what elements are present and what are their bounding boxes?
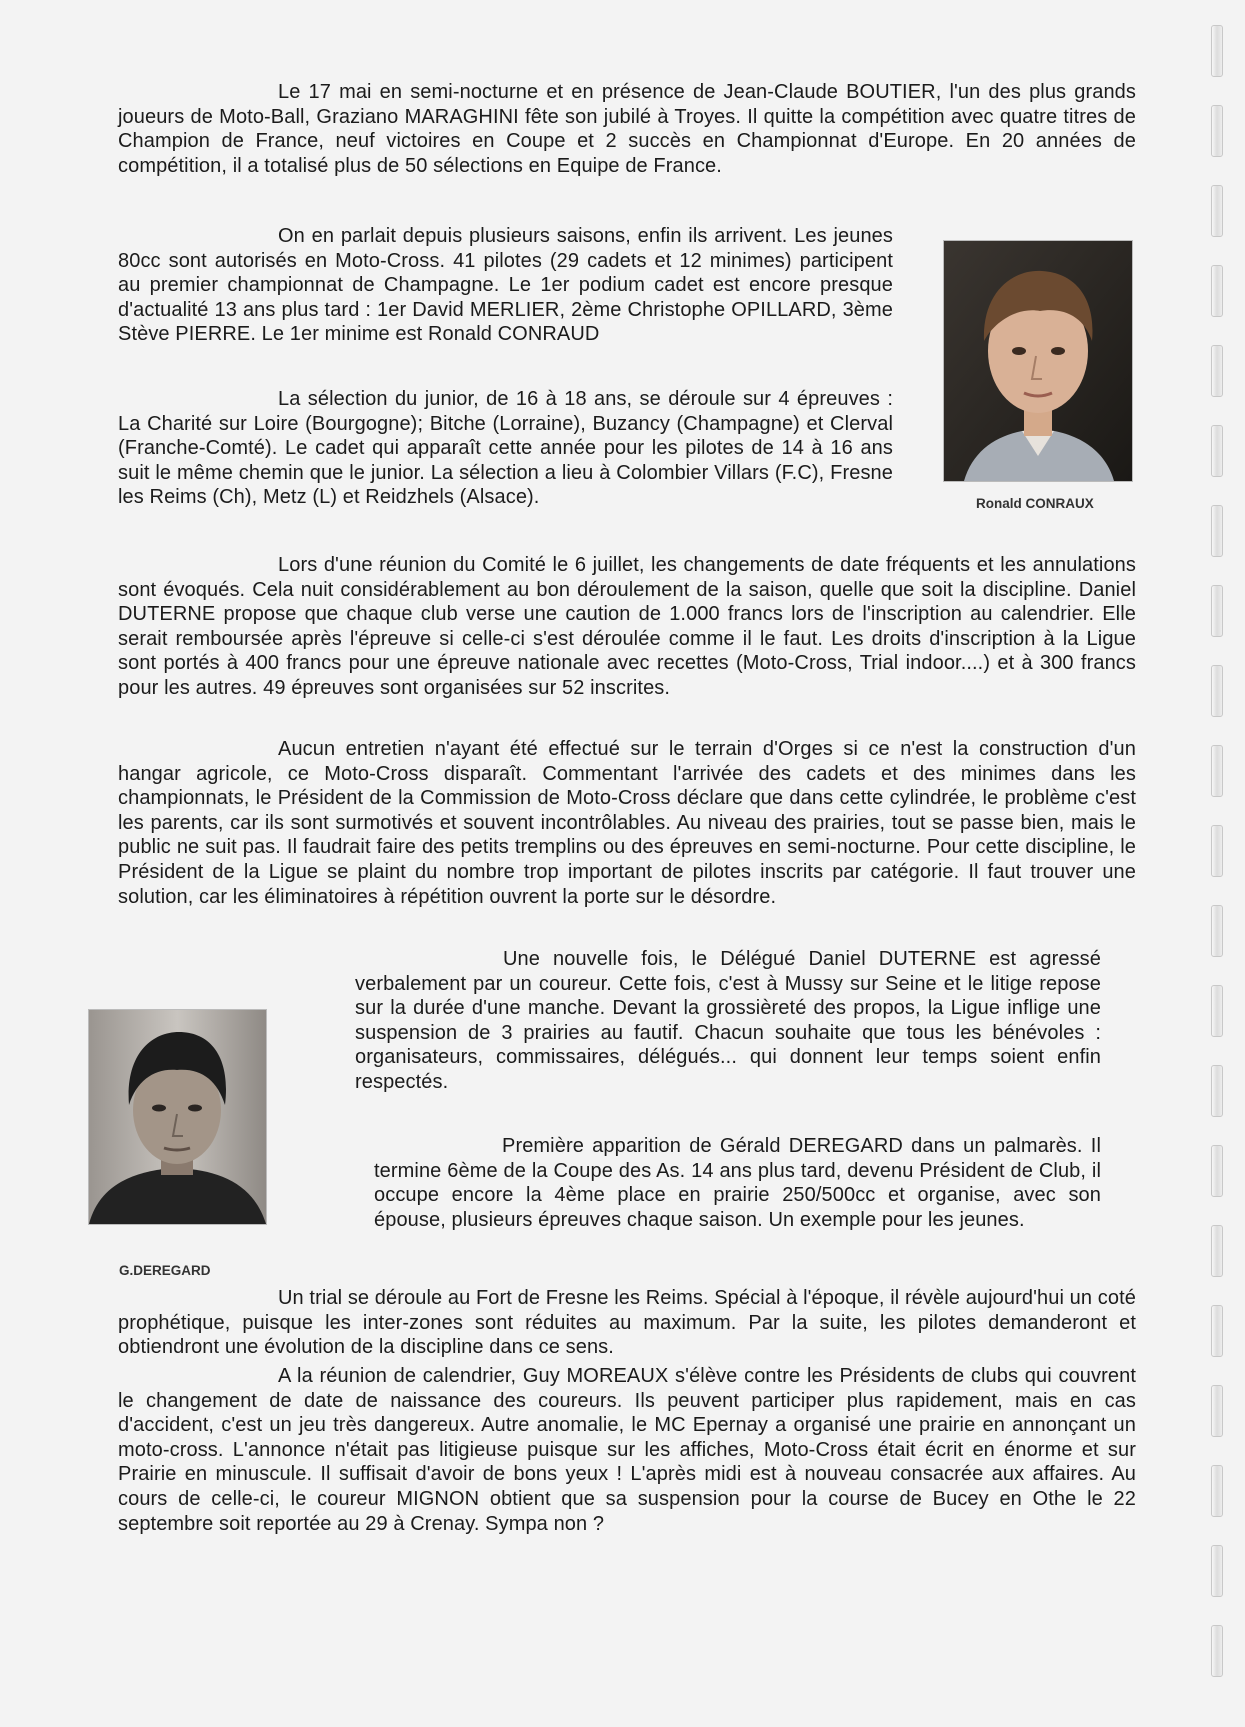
paragraph-trial: Un trial se déroule au Fort de Fresne les Reims. Spécial à l'époque, il révèle aujourd'hui un coté prophétique, puisque les inter-zones sont réduites au maximum. Par la suite, les pilotes demanderont et obtiendront une évolution de la discipline dans ce sens. [118, 1287, 1136, 1359]
binder-ring [1211, 1465, 1223, 1517]
paragraph-deregard: Première apparition de Gérald DEREGARD dans un palmarès. Il termine 6ème de la Coupe des As. 14 ans plus tard, devenu Président de Club, il occupe encore la 4ème place en prairie 250/500cc et organise, avec son épouse, plusieurs épreuves chaque saison. Un exemple pour les jeunes. [374, 1135, 1101, 1231]
binder-edge [1207, 0, 1237, 1727]
binder-ring [1211, 825, 1223, 877]
binder-ring [1211, 185, 1223, 237]
paragraph-orges: Aucun entretien n'ayant été effectué sur le terrain d'Orges si ce n'est la construction d'un hangar agricole, ce Moto-Cross disparaît. Commentant l'arrivée des cadets et des minimes dans les championnats, le Président de la Commission de Moto-Cross déclare que dans cette cylindrée, le problème c'est les parents, car ils sont surmotivés et souvent incontrôlables. Au niveau des prairies, tout se passe bien, mais le public ne suit pas. Il faudrait faire des petits tremplins ou des épreuves en semi-nocturne. Pour cette discipline, le Président de la Ligue se plaint du nombre trop important de pilotes inscrits par catégorie. Il faut trouver une solution, car les éliminatoires à répétition ouvrent la porte sur le désordre. [118, 738, 1136, 908]
binder-ring [1211, 505, 1223, 557]
binder-ring [1211, 1305, 1223, 1357]
caption-ronald-conraux: Ronald CONRAUX [976, 496, 1094, 511]
paragraph-selection-junior: La sélection du junior, de 16 à 18 ans, se déroule sur 4 épreuves : La Charité sur Loire (Bourgogne); Bitche (Lorraine), Buzancy (Champagne) et Clerval (Franche-Comté). Le cadet qui apparaît cette année pour les pilotes de 14 à 16 ans suit le même chemin que le junior. La sélection a lieu à Colombier Villars (F.C), Fresne les Reims (Ch), Metz (L) et Reidzhels (Alsace). [118, 388, 893, 509]
caption-g-deregard: G.DEREGARD [119, 1263, 211, 1278]
photo-g-deregard [88, 1009, 267, 1225]
binder-ring [1211, 425, 1223, 477]
paragraph-duterne: Une nouvelle fois, le Délégué Daniel DUTERNE est agressé verbalement par un coureur. Cette fois, c'est à Mussy sur Seine et le litige repose sur la durée d'une manche. Devant la grossièreté des propos, la Ligue inflige une suspension de 3 prairies au fautif. Chacun souhaite que tous les bénévoles : organisateurs, commissaires, délégués... qui donnent leur temps soient enfin respectés. [355, 948, 1101, 1093]
binder-ring [1211, 1625, 1223, 1677]
paragraph-reunion-comite: Lors d'une réunion du Comité le 6 juillet, les changements de date fréquents et les annulations sont évoqués. Cela nuit considérablement au bon déroulement de la saison, quelle que soit la discipline. Daniel DUTERNE propose que chaque club verse une caution de 1.000 francs lors de l'inscription au calendrier. Elle serait remboursée après l'épreuve si celle-ci s'est déroulée comme il le faut. Les droits d'inscription à la Ligue sont portés à 400 francs pour une épreuve nationale avec recettes (Moto-Cross, Trial indoor....) et à 300 francs pour les autres. 49 épreuves sont organisées sur 52 inscrites. [118, 554, 1136, 699]
binder-ring [1211, 665, 1223, 717]
binder-ring [1211, 1545, 1223, 1597]
binder-ring [1211, 345, 1223, 397]
paragraph-calendrier: A la réunion de calendrier, Guy MOREAUX s'élève contre les Présidents de clubs qui couvrent le changement de date de naissance des coureurs. Ils peuvent participer plus rapidement, mais en cas d'accident, c'est un jeu très dangereux. Autre anomalie, le MC Epernay a organisé une prairie en annonçant un moto-cross. L'annonce n'était pas litigieuse puisque sur les affiches, Moto-Cross était écrit en énorme et sur Prairie en minuscule. Il suffisait d'avoir de bons yeux ! L'après midi est à nouveau consacrée aux affaires. Au cours de celle-ci, le coureur MIGNON obtient que sa suspension pour la course de Bucey en Othe le 22 septembre soit reportée au 29 à Crenay. Sympa non ? [118, 1365, 1136, 1535]
binder-ring [1211, 1225, 1223, 1277]
binder-ring [1211, 985, 1223, 1037]
binder-ring [1211, 745, 1223, 797]
binder-ring [1211, 585, 1223, 637]
binder-ring [1211, 1145, 1223, 1197]
photo-ronald-conraux [943, 240, 1133, 482]
binder-ring [1211, 1065, 1223, 1117]
binder-ring [1211, 265, 1223, 317]
binder-ring [1211, 105, 1223, 157]
paragraph-80cc: On en parlait depuis plusieurs saisons, enfin ils arrivent. Les jeunes 80cc sont autorisés en Moto-Cross. 41 pilotes (29 cadets et 12 minimes) participent au premier championnat de Champagne. Le 1er podium cadet est encore presque d'actualité 13 ans plus tard : 1er David MERLIER, 2ème Christophe OPILLARD, 3ème Stève PIERRE. Le 1er minime est Ronald CONRAUD [118, 225, 893, 346]
paragraph-jubile: Le 17 mai en semi-nocturne et en présence de Jean-Claude BOUTIER, l'un des plus grands joueurs de Moto-Ball, Graziano MARAGHINI fête son jubilé à Troyes. Il quitte la compétition avec quatre titres de Champion de France, neuf victoires en Coupe et 2 succès en Championnat d'Europe. En 20 années de compétition, il a totalisé plus de 50 sélections en Equipe de France. [118, 81, 1136, 177]
binder-ring [1211, 905, 1223, 957]
binder-ring [1211, 25, 1223, 77]
binder-ring [1211, 1385, 1223, 1437]
